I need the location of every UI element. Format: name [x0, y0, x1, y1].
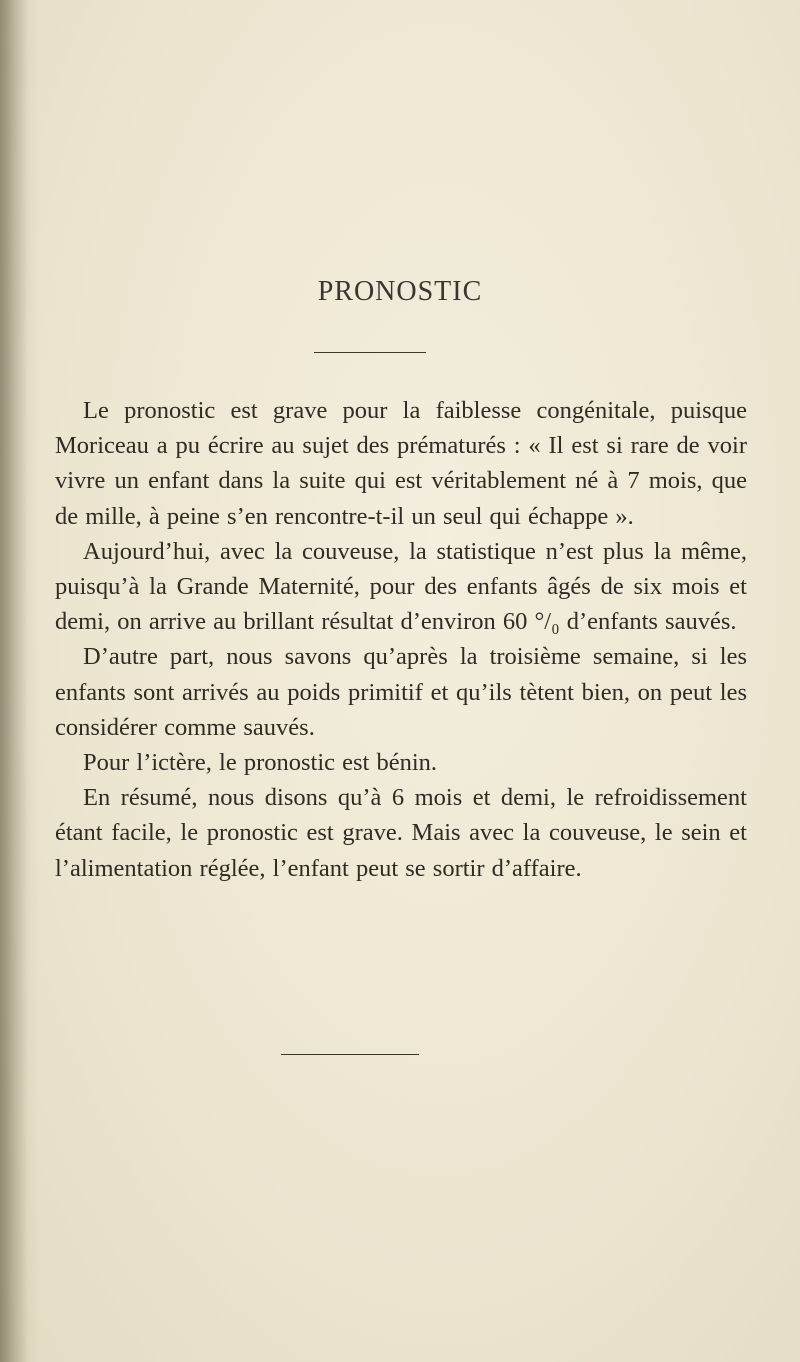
- title-divider: [314, 352, 426, 353]
- paragraph-third-week: D’autre part, nous savons qu’après la troisième semaine, si les enfants sont arrivés au poids primitif et qu’ils tètent bien, on peut les considérer comme sauvés.: [55, 643, 747, 741]
- paragraph-summary: En résumé, nous disons qu’à 6 mois et demi, le refroidissement étant facile, le pronostic est grave. Mais avec la couveuse, le sein et l’alimentation réglée, l’enfant peut se sortir d’affaire.: [55, 784, 747, 882]
- end-divider: [281, 1054, 419, 1055]
- body-text: [55, 393, 747, 886]
- paragraph-prognosis: Le pronostic est grave pour la faiblesse congénitale, puisque Moriceau a pu écrire au sujet des prématurés : « Il est si rare de voir vivre un enfant dans la suite qui est véritablement né à 7 mois, que de mille, à peine s’en rencontre-t-il un seul qui échappe ».: [55, 397, 747, 530]
- binding-shadow: [0, 0, 28, 1362]
- paragraph-incubator: Aujourd’hui, avec la couveuse, la statistique n’est plus la même, puisqu’à la Grande Maternité, pour des enfants âgés de six mois et demi, on arrive au brillant résultat d’environ 60 °/₀ d’enfants sauvés.: [55, 537, 747, 636]
- page-title: PRONOSTIC: [317, 276, 483, 307]
- paragraph-jaundice: Pour l’ictère, le pronostic est bénin.: [83, 749, 438, 777]
